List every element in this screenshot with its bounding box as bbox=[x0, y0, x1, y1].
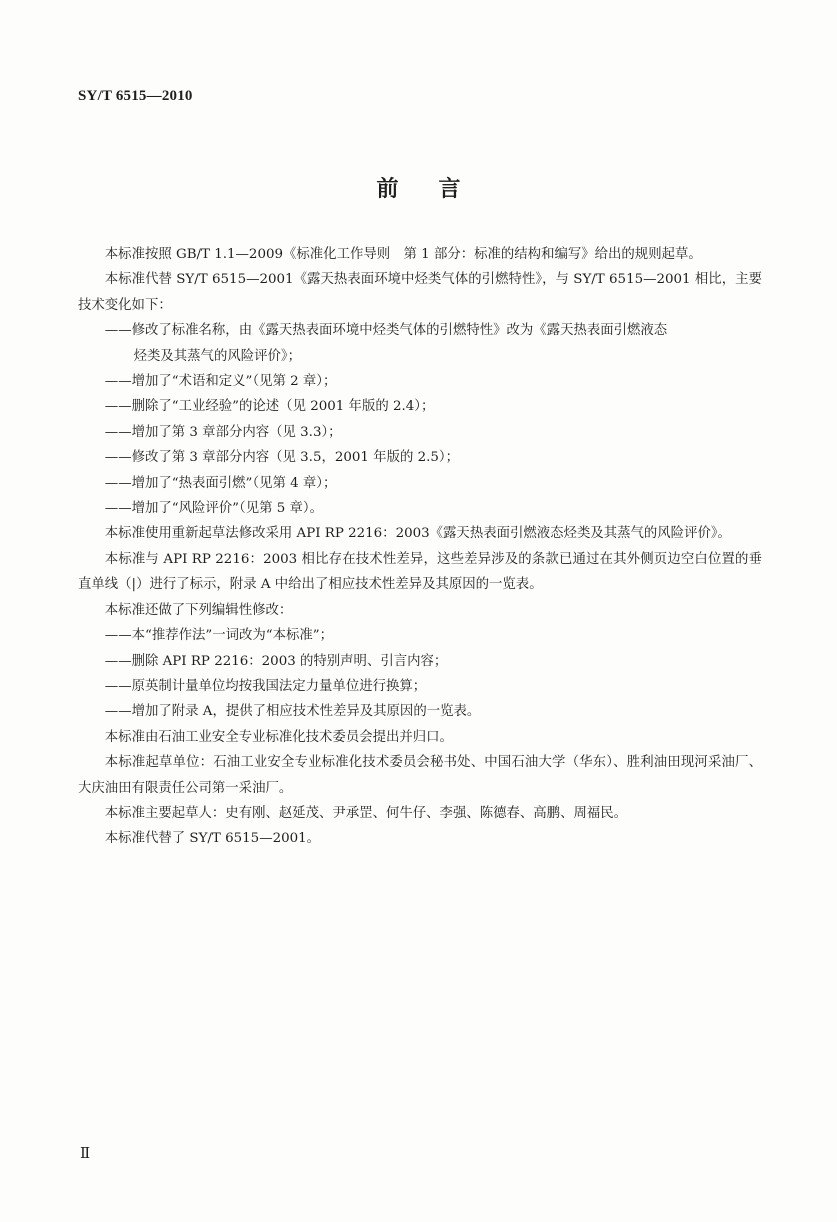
page-number: Ⅱ bbox=[80, 1146, 91, 1162]
list-item: ——增加了“热表面引燃”（见第 4 章）； bbox=[104, 475, 337, 491]
paragraph-drafters: 本标准主要起草人：史有刚、赵延茂、尹承罡、何牛仔、李强、陈德春、高鹏、周福民。 bbox=[104, 805, 628, 821]
list-item: ——修改了标准名称，由《露天热表面环境中烃类气体的引燃特性》改为《露天热表面引燃液态 bbox=[104, 323, 668, 339]
list-item-continuation: 烃类及其蒸气的风险评价》； bbox=[133, 348, 301, 364]
list-item: ——修改了第 3 章部分内容（见 3.5，2001 年版的 2.5）； bbox=[104, 450, 459, 466]
list-item: ——本“推荐作法”一词改为“本标准”； bbox=[104, 628, 334, 644]
paragraph-drafting-units: 本标准起草单位：石油工业安全专业标准化技术委员会秘书处、中国石油大学（华东）、胜利油田现河采油厂、大庆油田有限责任公司第一采油厂。 bbox=[78, 755, 762, 796]
paragraph-adoption: 本标准使用重新起草法修改采用 API RP 2216：2003《露天热表面引燃液态烃类及其蒸气的风险评价》。 bbox=[104, 526, 731, 542]
paragraph-replacement: 本标准代替 SY/T 6515—2001《露天热表面环境中烃类气体的引燃特性》，与 SY/T 6515—2001 相比，主要技术变化如下： bbox=[78, 272, 762, 313]
list-item: ——增加了“术语和定义”（见第 2 章）； bbox=[104, 374, 337, 390]
list-item: ——删除了“工业经验”的论述（见 2001 年版的 2.4）； bbox=[104, 399, 435, 415]
page-title: 前言 bbox=[376, 177, 501, 202]
paragraph-supersedes: 本标准代替了 SY/T 6515—2001。 bbox=[104, 831, 321, 847]
paragraph-technical-differences: 本标准与 API RP 2216：2003 相比存在技术性差异，这些差异涉及的条款已通过在其外侧页边空白位置的垂直单线（|）进行了标示，附录 A 中给出了相应技术性差异及其原因的一览表。 bbox=[78, 551, 762, 593]
foreword-body bbox=[78, 242, 762, 852]
list-item: ——增加了第 3 章部分内容（见 3.3）； bbox=[104, 424, 342, 440]
list-item: ——删除 API RP 2216：2003 的特别声明、引言内容； bbox=[104, 653, 448, 669]
paragraph-editorial-changes: 本标准还做了下列编辑性修改： bbox=[104, 602, 293, 618]
list-item: ——增加了“风险评价”（见第 5 章）。 bbox=[104, 501, 323, 517]
paragraph-drafting-rules: 本标准按照 GB/T 1.1—2009《标准化工作导则 第 1 部分：标准的结构和编写》给出的规则起草。 bbox=[104, 247, 702, 262]
paragraph-proposer: 本标准由石油工业安全专业标准化技术委员会提出并归口。 bbox=[104, 729, 453, 745]
standard-code: SY/T 6515—2010 bbox=[78, 88, 193, 104]
list-item: ——增加了附录 A，提供了相应技术性差异及其原因的一览表。 bbox=[104, 704, 481, 720]
list-item: ——原英制计量单位均按我国法定力量单位进行换算； bbox=[104, 678, 427, 694]
